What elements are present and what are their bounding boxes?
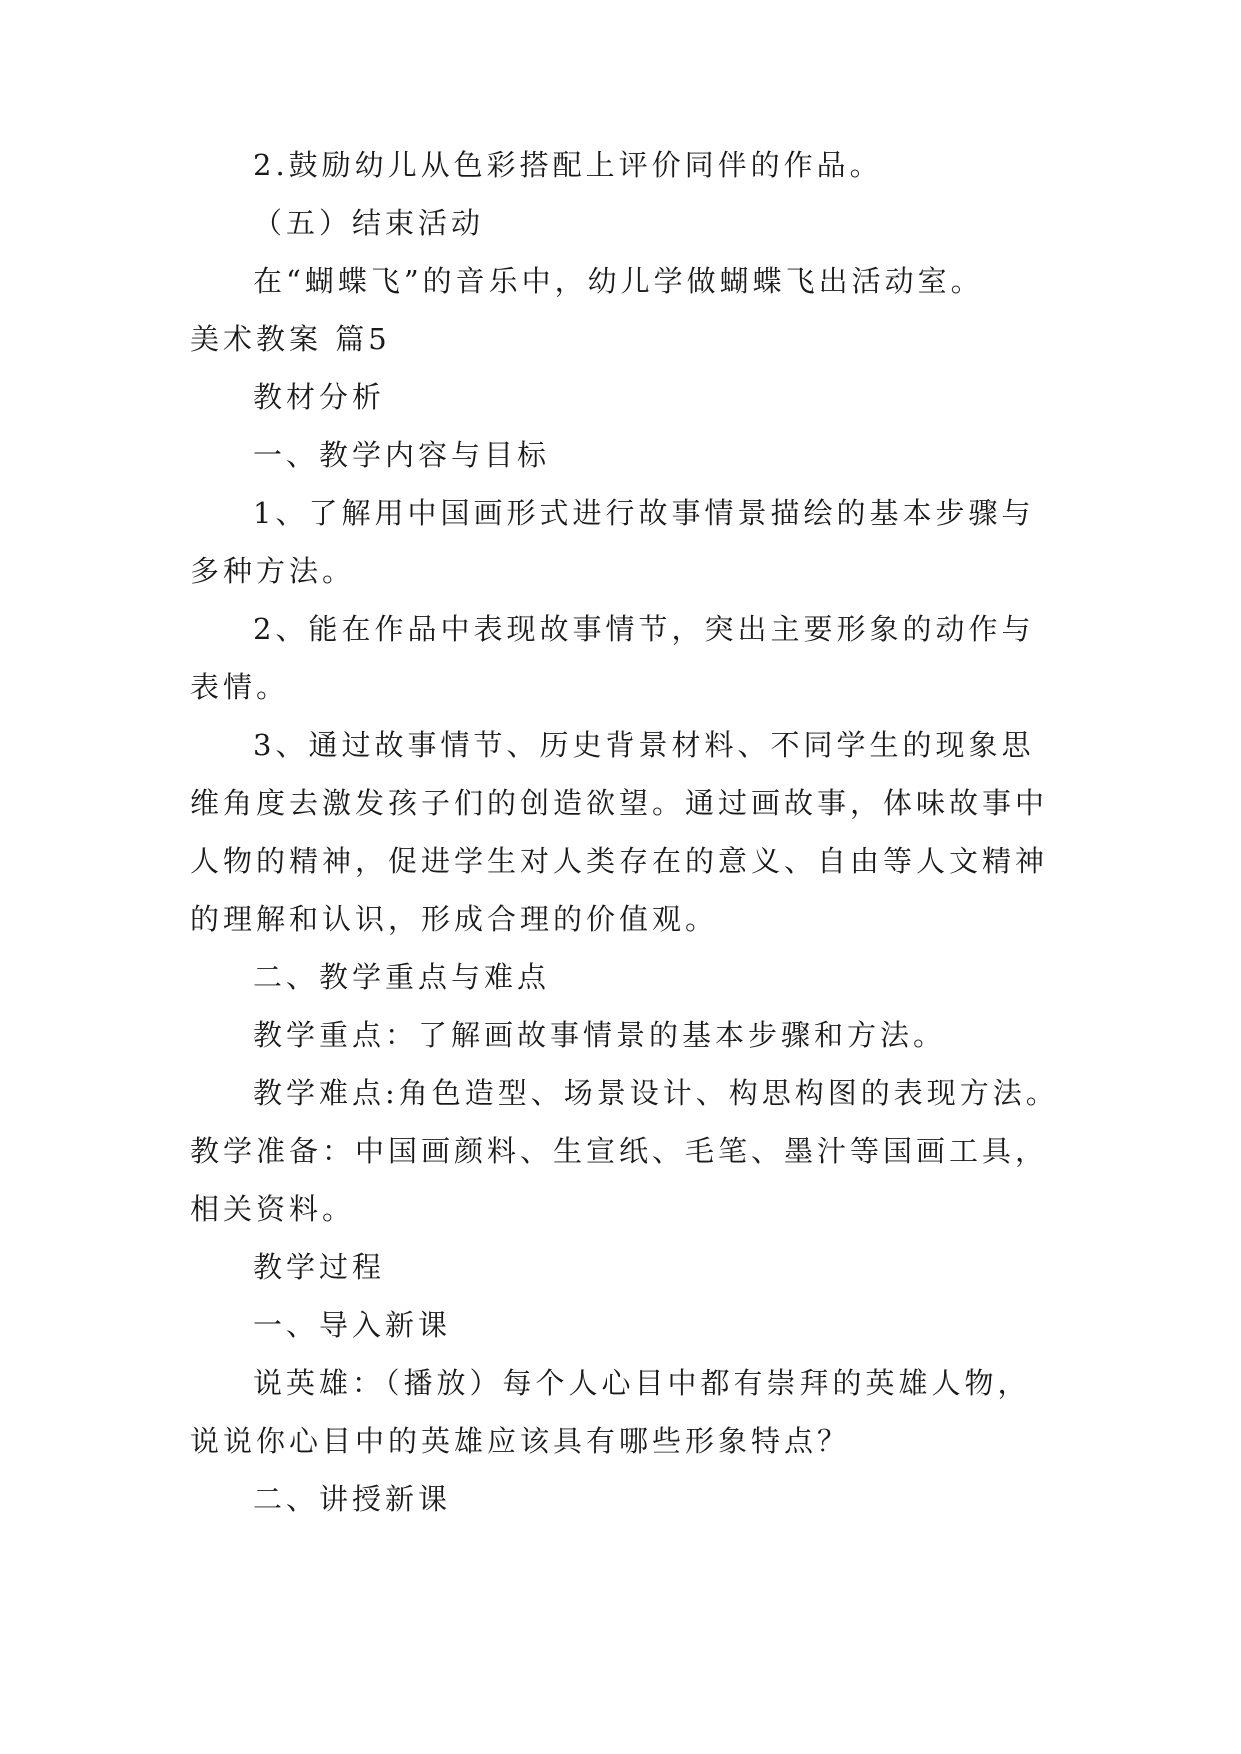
paragraph-line: 教学重点：了解画故事情景的基本步骤和方法。 bbox=[253, 1018, 947, 1052]
paragraph-line: 3、通过故事情节、历史背景材料、不同学生的现象思 bbox=[253, 728, 1035, 762]
section-heading: 二、教学重点与难点 bbox=[253, 960, 551, 994]
paragraph-line: 2、能在作品中表现故事情节，突出主要形象的动作与 bbox=[253, 612, 1035, 646]
paragraph-line: 说说你心目中的英雄应该具有哪些形象特点？ bbox=[190, 1424, 851, 1458]
paragraph-line: 2.鼓励幼儿从色彩搭配上评价同伴的作品。 bbox=[253, 148, 883, 182]
paragraph-line: 表情。 bbox=[190, 670, 290, 704]
paragraph-line: 多种方法。 bbox=[190, 554, 356, 588]
paragraph-line: 教学难点:角色造型、场景设计、构思构图的表现方法。 bbox=[253, 1076, 1059, 1110]
section-heading: 一、教学内容与目标 bbox=[253, 438, 551, 472]
section-heading: （五）结束活动 bbox=[253, 206, 485, 240]
section-heading: 教学过程 bbox=[253, 1250, 386, 1284]
lesson-title: 美术教案 篇5 bbox=[190, 322, 391, 356]
section-heading: 教材分析 bbox=[253, 380, 386, 414]
paragraph-line: 说英雄：（播放）每个人心目中都有崇拜的英雄人物， bbox=[253, 1366, 1031, 1400]
paragraph-line: 维角度去激发孩子们的创造欲望。通过画故事，体味故事中 bbox=[190, 786, 1049, 820]
paragraph-line: 的理解和认识，形成合理的价值观。 bbox=[190, 902, 719, 936]
paragraph-line: 在“蝴蝶飞”的音乐中，幼儿学做蝴蝶飞出活动室。 bbox=[253, 264, 984, 298]
paragraph-line: 人物的精神，促进学生对人类存在的意义、自由等人文精神 bbox=[190, 844, 1049, 878]
section-heading: 二、讲授新课 bbox=[253, 1482, 452, 1516]
paragraph-line: 1、了解用中国画形式进行故事情景描绘的基本步骤与 bbox=[253, 496, 1035, 530]
paragraph-line: 相关资料。 bbox=[190, 1192, 356, 1226]
paragraph-line: 教学准备：中国画颜料、生宣纸、毛笔、墨汁等国画工具， bbox=[190, 1134, 1049, 1168]
section-heading: 一、导入新课 bbox=[253, 1308, 452, 1342]
